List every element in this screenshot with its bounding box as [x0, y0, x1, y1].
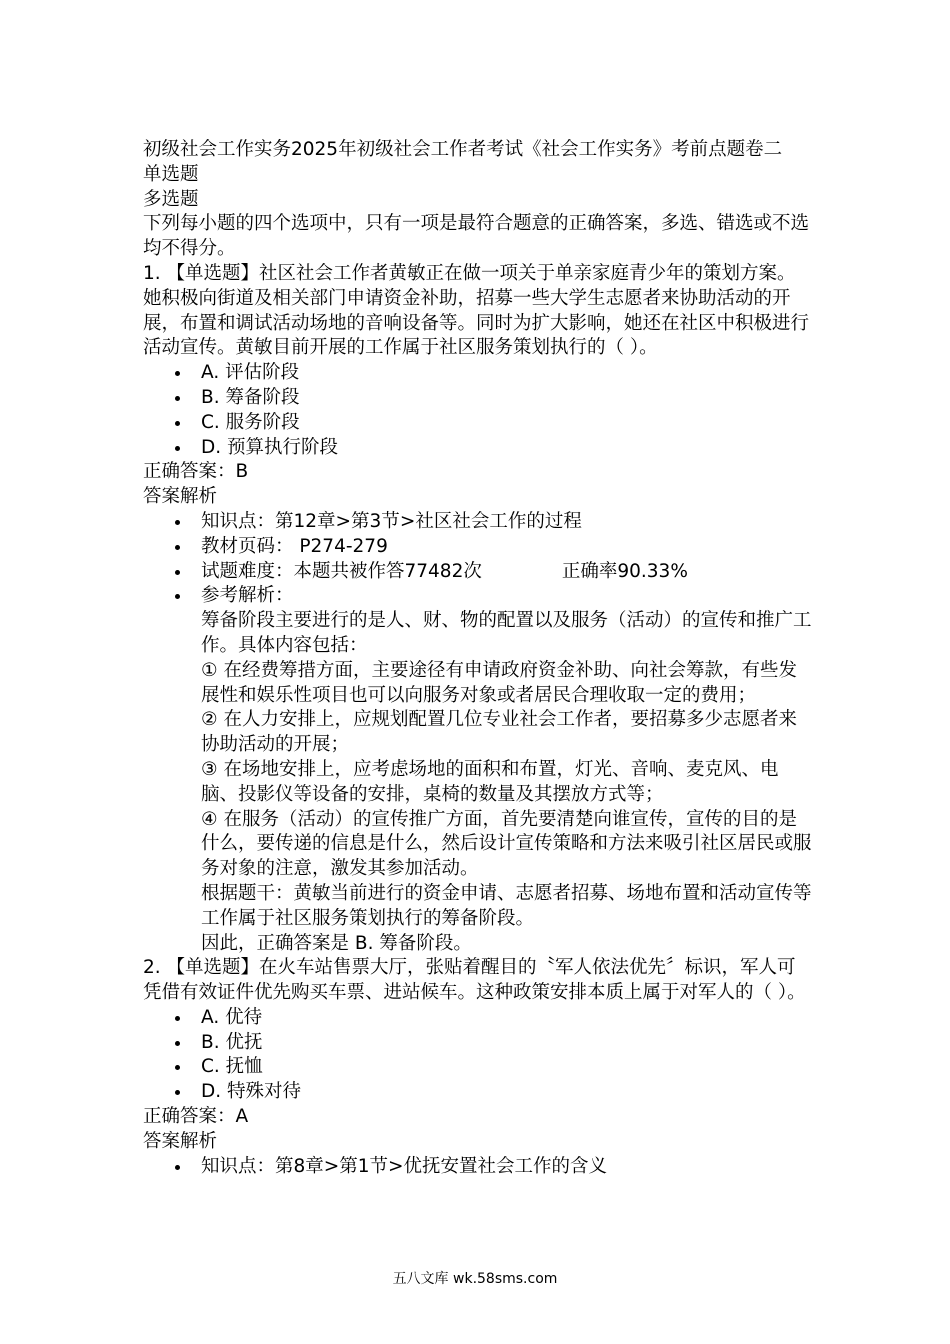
reference-line: 根据题干：黄敏当前进行的资金申请、志愿者招募、场地布置和活动宣传等工作属于社区服务策划执行的筹备阶段。 [201, 882, 812, 929]
question-2-analysis-title: 答案解析 [143, 1130, 218, 1152]
question-2-stem: 2. 【单选题】在火车站售票大厅，张贴着醒目的〝军人依法优先〞标识，军人可凭借有效证件优先购买车票、进站候车。这种政策安排本质上属于对军人的（ ）。 [143, 957, 806, 1004]
document-body [143, 138, 813, 1179]
reference-line: ④ 在服务（活动）的宣传推广方面，首先要清楚向谁宣传，宣传的目的是什么，要传递的信息是什么，然后设计宣传策略和方法来吸引社区居民或服务对象的注意，激发其参加活动。 [201, 808, 812, 880]
reference-line: ③ 在场地安排上，应考虑场地的面积和布置，灯光、音响、麦克风、电脑、投影仪等设备的安排，桌椅的数量及其摆放方式等； [201, 758, 779, 805]
question-2-answer: 正确答案：A [143, 1106, 249, 1128]
knowledge-point: 知识点：第8章>第1节>优抚安置社会工作的含义 [201, 1155, 813, 1180]
option-b: B. 筹备阶段 [201, 386, 813, 411]
accuracy-rate: 正确率90.33% [561, 560, 688, 582]
page-title: 初级社会工作实务2025年初级社会工作者考试《社会工作实务》考前点题卷二 [143, 139, 783, 160]
question-1-answer: 正确答案：B [143, 461, 249, 483]
reference-line: 因此，正确答案是 B. 筹备阶段。 [201, 932, 472, 954]
section-multiple-choice: 多选题 [143, 188, 199, 210]
reference-line: ② 在人力安排上，应规划配置几位专业社会工作者，要招募多少志愿者来协助活动的开展； [201, 709, 797, 756]
reference-analysis-title: 参考解析： [201, 585, 294, 607]
option-d: D. 特殊对待 [201, 1080, 813, 1105]
knowledge-point: 知识点：第12章>第3节>社区社会工作的过程 [201, 510, 813, 535]
option-d: D. 预算执行阶段 [201, 436, 813, 461]
option-c: C. 服务阶段 [201, 411, 813, 436]
footer-watermark: 五八文库 wk.58sms.com [392, 1271, 558, 1287]
reference-analysis [201, 584, 813, 956]
reference-line: ① 在经费筹措方面，主要途径有申请政府资金补助、向社会筹款，有些发展性和娱乐性项目也可以向服务对象或者居民合理收取一定的费用； [201, 659, 797, 706]
difficulty-text: 试题难度：本题共被作答77482次 [201, 560, 482, 582]
textbook-pages: 教材页码： P274-279 [201, 535, 813, 560]
question-2-options [143, 1006, 813, 1105]
question-1-stem: 1. 【单选题】社区社会工作者黄敏正在做一项关于单亲家庭青少年的策划方案。她积极向街道及相关部门申请资金补助，招募一些大学生志愿者来协助活动的开展，布置和调试活动场地的音响设备等。同时为扩大影响，她还在社区中积极进行活动宣传。黄敏目前开展的工作属于社区服务策划执行的（ ）。 [143, 262, 810, 359]
option-b: B. 优抚 [201, 1031, 813, 1056]
reference-line: 筹备阶段主要进行的是人、财、物的配置以及服务（活动）的宣传和推广工作。具体内容包括： [201, 610, 812, 656]
question-1-analysis-title: 答案解析 [143, 486, 218, 508]
question-2-analysis [143, 1155, 813, 1180]
difficulty [201, 560, 813, 585]
question-1-options [143, 361, 813, 460]
section-single-choice: 单选题 [143, 163, 199, 185]
option-a: A. 优待 [201, 1006, 813, 1031]
question-1-analysis [143, 510, 813, 956]
option-c: C. 抚恤 [201, 1055, 813, 1080]
instructions: 下列每小题的四个选项中，只有一项是最符合题意的正确答案，多选、错选或不选均不得分。 [143, 213, 810, 260]
option-a: A. 评估阶段 [201, 361, 813, 386]
